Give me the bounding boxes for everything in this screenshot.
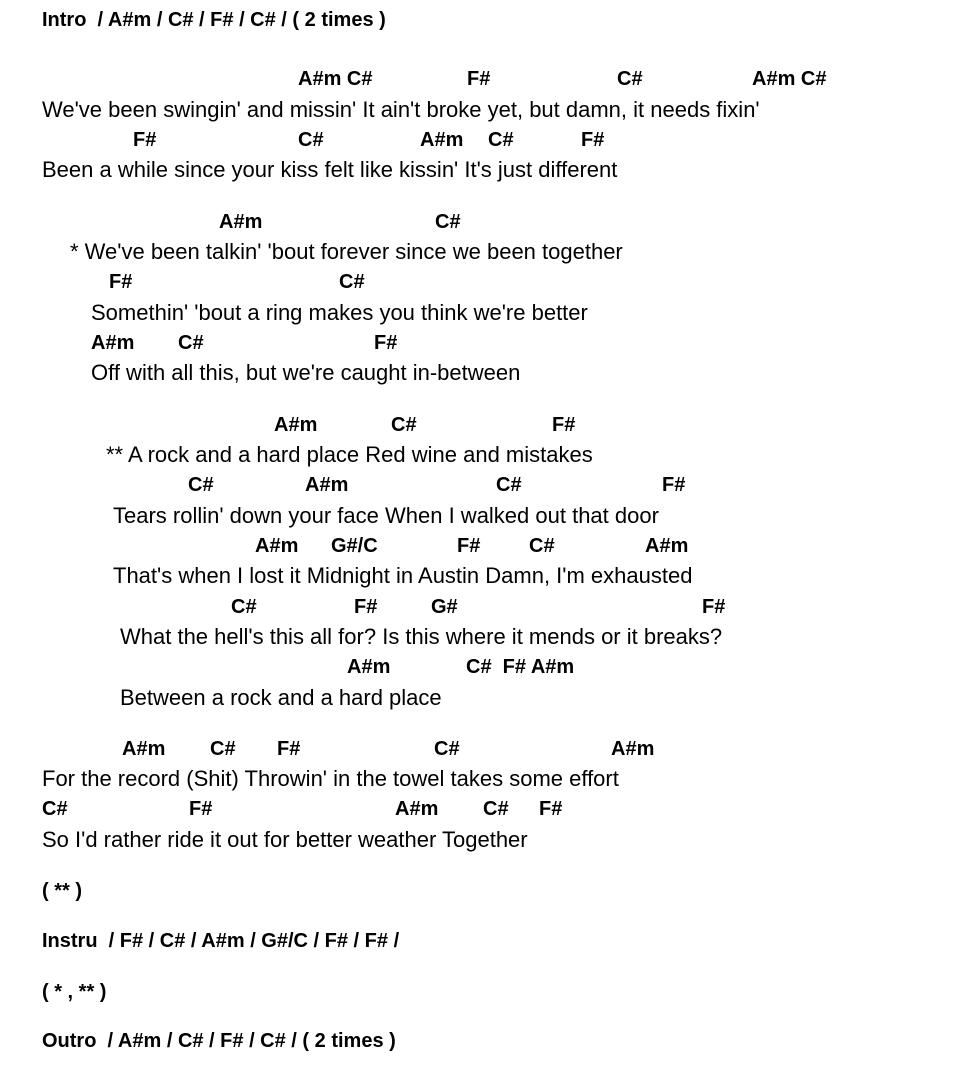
lyric-line: That's when I lost it Midnight in Austin Damn, I'm exhausted: [113, 563, 693, 588]
chord: C#: [298, 129, 324, 151]
chord: F#: [702, 596, 726, 618]
chord: F#: [189, 798, 213, 820]
chord: A#m: [255, 535, 299, 557]
chord: A#m: [420, 129, 464, 151]
chord: C#: [496, 474, 522, 496]
chord: C#: [178, 332, 204, 354]
chord: A#m: [274, 414, 318, 436]
chord: G#: [431, 596, 458, 618]
chord: F#: [374, 332, 398, 354]
chord: C#: [435, 211, 461, 233]
lyric-line: Somethin' 'bout a ring makes you think we're better: [91, 300, 588, 325]
lyric-line: ** A rock and a hard place Red wine and mistakes: [106, 442, 593, 467]
chord: F#: [662, 474, 686, 496]
chord: C#: [210, 738, 236, 760]
chord: C#: [188, 474, 214, 496]
lyric-line: Off with all this, but we're caught in-between: [91, 360, 521, 385]
lyric-line: * We've been talkin' 'bout forever since we been together: [70, 239, 623, 264]
chord: A#m: [91, 332, 135, 354]
chord: F#: [354, 596, 378, 618]
chord: C#: [488, 129, 514, 151]
chord: A#m: [395, 798, 439, 820]
repeat-marker: ( * , ** ): [42, 981, 107, 1003]
chord: F#: [277, 738, 301, 760]
lyric-line: For the record (Shit) Throwin' in the towel takes some effort: [42, 766, 619, 791]
chord: C#: [231, 596, 257, 618]
chord: C#: [529, 535, 555, 557]
chord: C#: [339, 271, 365, 293]
chord: F#: [539, 798, 563, 820]
chord: C#: [483, 798, 509, 820]
lyric-line: Between a rock and a hard place: [120, 685, 442, 710]
chorus-repeat-marker: ( ** ): [42, 880, 82, 902]
chord: C#: [42, 798, 68, 820]
chord: F#: [457, 535, 481, 557]
chord: A#m C#: [752, 68, 827, 90]
chord: A#m: [645, 535, 689, 557]
lyric-line: Been a while since your kiss felt like kissin' It's just different: [42, 157, 618, 182]
chord: C#: [434, 738, 460, 760]
chord: C#: [391, 414, 417, 436]
chord: A#m: [122, 738, 166, 760]
chord: F#: [109, 271, 133, 293]
chord: G#/C: [331, 535, 378, 557]
chord: A#m: [219, 211, 263, 233]
chord: A#m: [347, 656, 391, 678]
chord: C#: [617, 68, 643, 90]
chord: A#m: [611, 738, 655, 760]
lyric-line: So I'd rather ride it out for better weather Together: [42, 827, 528, 852]
chord: F#: [133, 129, 157, 151]
lyric-line: We've been swingin' and missin' It ain't broke yet, but damn, it needs fixin': [42, 97, 760, 122]
chord: F#: [467, 68, 491, 90]
lyric-line: What the hell's this all for? Is this where it mends or it breaks?: [120, 624, 723, 649]
chord: C# F# A#m: [466, 656, 575, 678]
outro-line: Outro / A#m / C# / F# / C# / ( 2 times ): [42, 1030, 396, 1052]
intro-line: Intro / A#m / C# / F# / C# / ( 2 times ): [42, 9, 386, 31]
instru-line: Instru / F# / C# / A#m / G#/C / F# / F# /: [42, 930, 400, 952]
chord: A#m C#: [298, 68, 373, 90]
chord: F#: [581, 129, 605, 151]
chord: F#: [552, 414, 576, 436]
lyric-line: Tears rollin' down your face When I walked out that door: [113, 503, 659, 528]
chord: A#m: [305, 474, 349, 496]
